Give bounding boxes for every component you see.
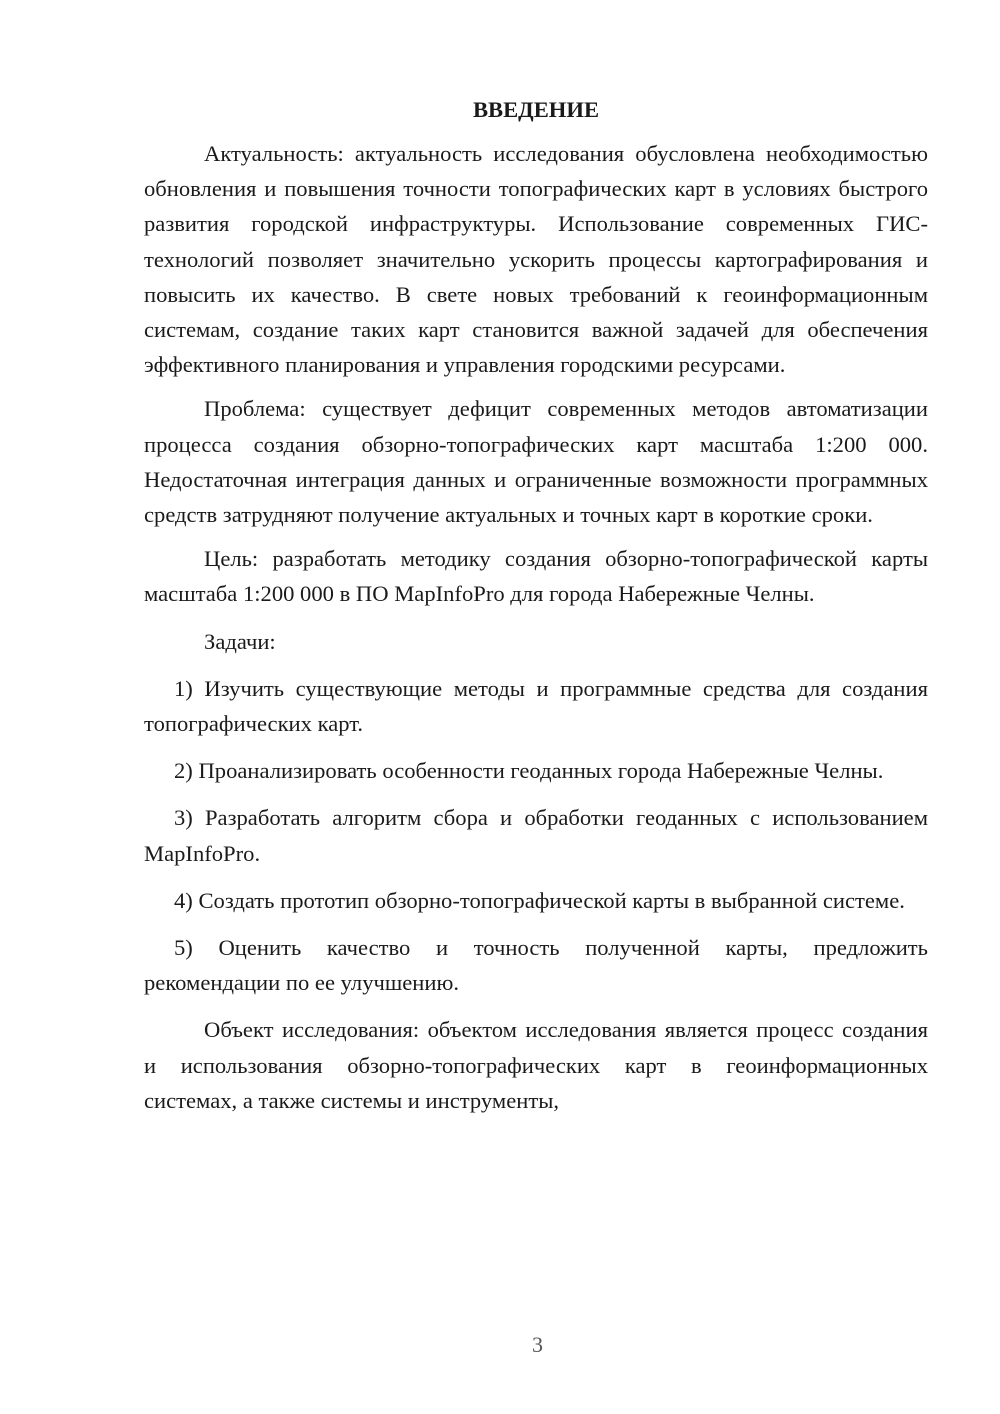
task-item-5: 5) Оценить качество и точность полученной карты, предложить рекомендации по ее улучшению. <box>144 935 928 996</box>
document-page <box>144 90 928 1127</box>
task-item-3: 3) Разработать алгоритм сбора и обработки геоданных с использованием MapInfoPro. <box>144 805 928 866</box>
task-item-2: 2) Проанализировать особенности геоданных города Набережные Челны. <box>174 758 884 784</box>
relevance-paragraph: Актуальность: актуальность исследования обусловлена необходимостью обновления и повышения точности топографических карт в условиях быстрого развития городской инфраструктуры. Использование современных ГИС-технологий позволяет значительно ускорить процессы картографирования и повысить их качество. В свете новых требований к геоинформационным системам, создание таких карт становится важной задачей для обеспечения эффективного планирования и управления городскими ресурсами. <box>144 141 928 378</box>
object-paragraph: Объект исследования: объектом исследования является процесс создания и использования обзорно-топографических карт в геоинформационных системах, а также системы и инструменты, <box>144 1017 928 1113</box>
page-number: 3 <box>532 1332 543 1357</box>
problem-paragraph: Проблема: существует дефицит современных методов автоматизации процесса создания обзорно-топографических карт масштаба 1:200 000. Недостаточная интеграция данных и ограниченные возможности программных средств затрудняют получение актуальных и точных карт в короткие сроки. <box>144 396 928 528</box>
goal-paragraph: Цель: разработать методику создания обзорно-топографической карты масштаба 1:200 000 в ПО MapInfoPro для города Набережные Челны. <box>144 546 928 607</box>
tasks-label: Задачи: <box>204 628 276 654</box>
page-title: ВВЕДЕНИЕ <box>472 97 600 122</box>
task-item-4: 4) Создать прототип обзорно-топографической карты в выбранной системе. <box>174 887 905 913</box>
task-item-1: 1) Изучить существующие методы и программные средства для создания топографических карт. <box>144 675 928 737</box>
